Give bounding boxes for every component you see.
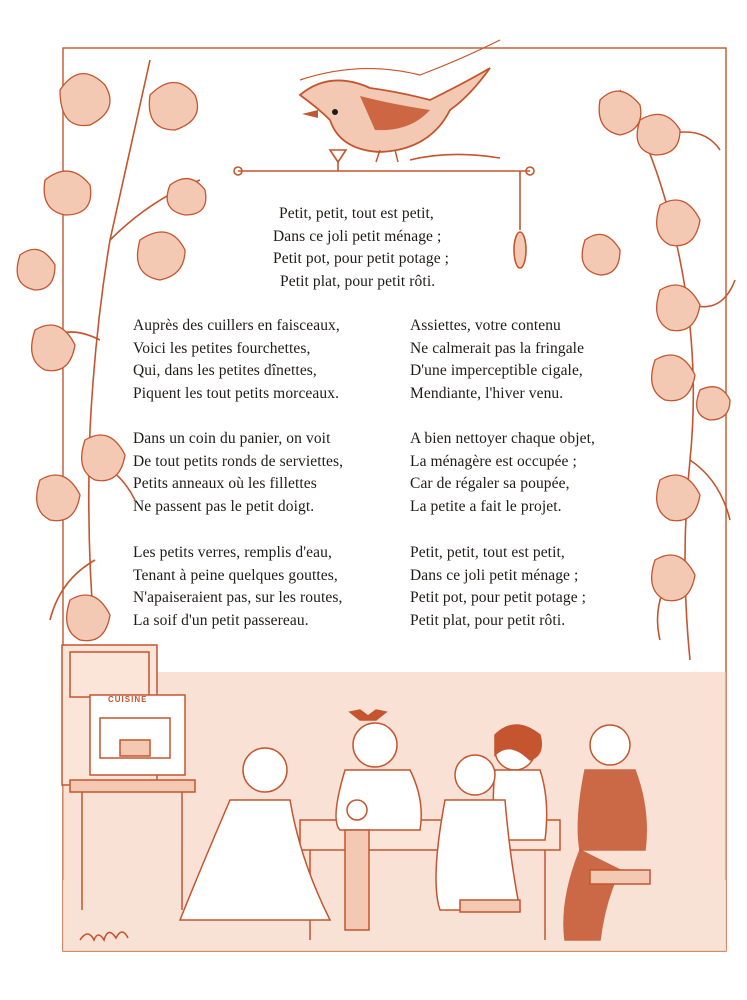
poem-line: N'apaiseraient pas, sur les routes, (133, 589, 343, 607)
poem-line: Petit, petit, tout est petit, (279, 205, 434, 222)
poem-line: La petite a fait le projet. (410, 497, 562, 515)
stanza-left-1 (133, 315, 340, 405)
poem-line: Petits anneaux où les fillettes (133, 475, 317, 493)
kitchen-sign: CUISINE (108, 695, 148, 704)
poem-line: Piquent les tout petits morceaux. (133, 384, 340, 402)
poem-line: Petit, petit, tout est petit, (410, 544, 565, 561)
stanza-right-1 (410, 315, 584, 405)
poem-line: Dans un coin du panier, on voit (133, 430, 331, 447)
poem-line: De tout petits ronds de serviettes, (133, 452, 344, 470)
poem-line: Les petits verres, remplis d'eau, (133, 544, 332, 561)
poem-line: Dans ce joli petit ménage ; (410, 566, 579, 584)
poem-line: Petit pot, pour petit potage ; (410, 589, 587, 607)
poem-line: Qui, dans les petites dînettes, (133, 362, 317, 380)
poem-line: Petit plat, pour petit rôti. (410, 611, 566, 629)
poem-line: La soif d'un petit passereau. (133, 611, 309, 629)
poem-line: Ne passent pas le petit doigt. (133, 497, 315, 515)
poem-line: Car de régaler sa poupée, (410, 475, 570, 493)
stanza-left-2 (133, 428, 343, 518)
right-flowers (582, 91, 730, 601)
poem-line: Dans ce joli petit ménage ; (273, 227, 442, 245)
poem-line: La ménagère est occupée ; (410, 452, 577, 470)
stanza-right-3 (410, 542, 586, 632)
poem-line: Mendiante, l'hiver venu. (410, 384, 564, 402)
bird-drawing (300, 40, 500, 162)
floor-wash (63, 880, 726, 951)
poem-line: Auprès des cuillers en faisceaux, (133, 317, 340, 334)
poem-line: Tenant à peine quelques gouttes, (133, 566, 338, 584)
poem-line: Assiettes, votre contenu (410, 317, 561, 334)
stanza-right-2 (410, 428, 595, 518)
poem-line: Petit plat, pour petit rôti. (280, 272, 436, 290)
poem-line: D'une imperceptible cigale, (410, 362, 583, 380)
stanza-left-3 (133, 542, 342, 632)
poem-line: Ne calmerait pas la fringale (410, 339, 585, 357)
poem-line: Petit pot, pour petit potage ; (273, 250, 450, 268)
poem-line: Voici les petites fourchettes, (133, 339, 311, 357)
opening-refrain (273, 203, 450, 293)
poem-line: A bien nettoyer chaque objet, (410, 430, 595, 447)
